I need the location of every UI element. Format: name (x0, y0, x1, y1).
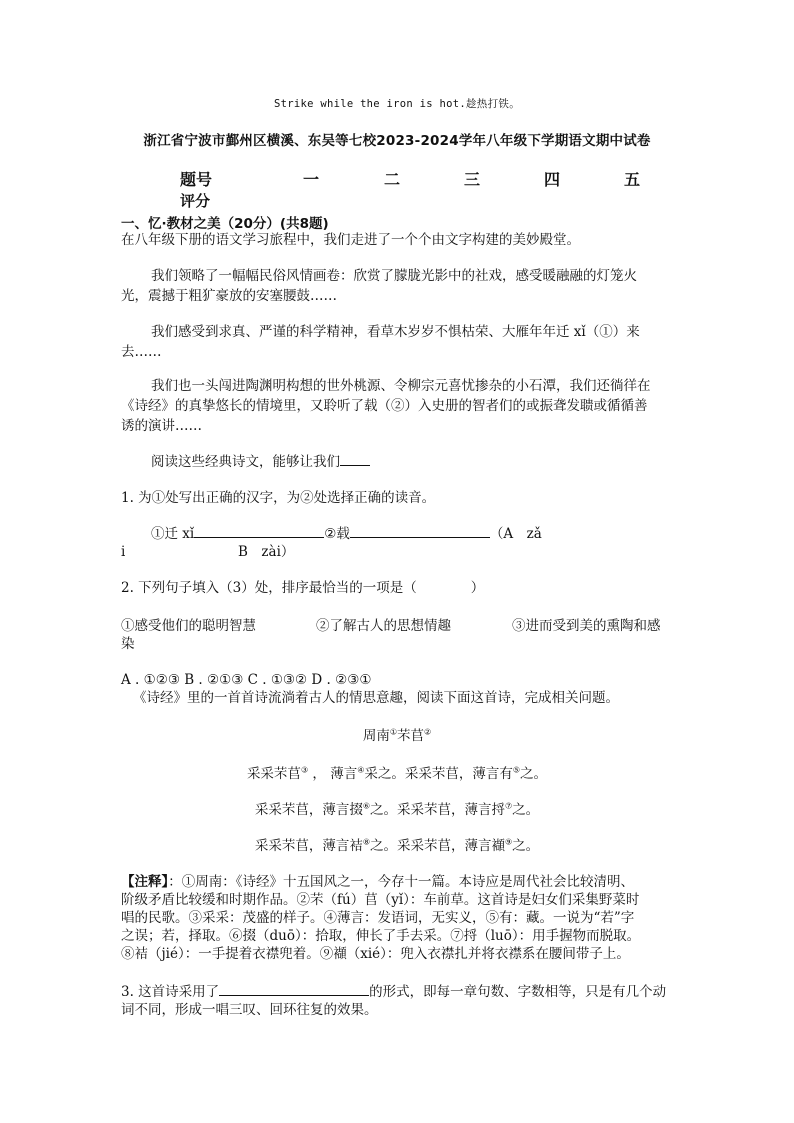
footnote-mark: ⑤ (512, 765, 521, 775)
footnote-mark: ⑥ (362, 801, 370, 811)
paragraph-3-line-3: 诱的演讲…… (121, 418, 202, 434)
poem-line-3 (0, 834, 794, 854)
question-3-line-1 (121, 982, 666, 1002)
poem-line-1 (0, 762, 794, 782)
paragraph-3-line-2: 《诗经》的真挚悠长的情境里，又聆听了载（②）入史册的智者们的或振聋发聩或循循善 (121, 398, 648, 414)
q1-b-label: ②载 (324, 526, 350, 542)
poem-text: 之。 (512, 838, 540, 854)
footnote-mark: ⑨ (505, 837, 513, 847)
poem-text: 之。 (520, 766, 548, 782)
footnote-mark: ④ (357, 765, 365, 775)
notes-label: 【注释】 (121, 874, 169, 890)
footnote-mark: ① (389, 727, 397, 737)
footnote-mark: ⑦ (505, 801, 513, 811)
score-table-score-label: 评分 (180, 192, 211, 210)
q2-sentence-1: ①感受他们的聪明智慧 (121, 618, 256, 634)
q1-a-label: ①迁 xǐ (151, 526, 195, 542)
q1-a-blank[interactable] (194, 524, 324, 538)
poem-text: 之。采采芣苢，薄言捋 (370, 802, 505, 818)
q2-sentence-2: ②了解古人的思想情趣 (316, 618, 451, 634)
footnote-mark: ② (424, 727, 432, 737)
poem-text: 采采芣苢 (246, 766, 301, 782)
q1-b-blank[interactable] (350, 524, 490, 538)
q1-option-a: （A zǎ (489, 526, 542, 542)
score-column-5: 五 (624, 170, 641, 189)
paragraph-4-text: 阅读这些经典诗文，能够让我们 (151, 454, 340, 470)
question-1-stem: 1. 为①处写出正确的汉字，为②处选择正确的读音。 (121, 490, 436, 506)
q1-option-a-cont: i (121, 544, 126, 560)
poem-title (0, 724, 794, 744)
footnote-mark: ⑧ (362, 837, 370, 847)
poem-intro: 《诗经》里的一首首诗流淌着古人的情思意趣，阅读下面这首诗，完成相关问题。 (133, 690, 619, 706)
motto: Strike while the iron is hot.趁热打铁。 (273, 98, 521, 110)
section-heading: 一、忆·教材之美（20分）(共8题) (121, 216, 329, 232)
question-1-answers (151, 524, 542, 544)
notes-line-4: 之误；若，择取。⑥掇（duō）：拾取，伸长了手去采。⑦捋（luō）：用手握物而脱取。 (121, 928, 641, 944)
q3-suffix: 的形式，即每一章句数、字数相等，只是有几个动 (369, 984, 667, 1000)
poem-text: ， 薄言 (308, 766, 358, 782)
footnote-mark: ③ (300, 765, 309, 775)
question-3-line-2: 词不同，形成一唱三叹、回环往复的效果。 (121, 1002, 378, 1018)
poem-text: 采采芣苢，薄言袺 (254, 838, 363, 854)
q1-option-b: B zài） (238, 544, 295, 560)
score-column-4: 四 (544, 170, 561, 189)
answer-blank[interactable] (340, 452, 370, 466)
poem-text: 采之。采采芣苢，薄言有 (364, 766, 513, 782)
paragraph-3-line-1: 我们也一头闯进陶渊明构想的世外桃源、令柳宗元喜忧掺杂的小石潭，我们还徜徉在 (151, 378, 651, 394)
exam-title: 浙江省宁波市鄞州区横溪、东吴等七校2023-2024学年八年级下学期语文期中试卷 (143, 133, 651, 149)
poem-text: 采采芣苢，薄言掇 (254, 802, 363, 818)
score-column-3: 三 (464, 170, 481, 189)
paragraph-2-line-1: 我们感受到求真、严谨的科学精神，看草木岁岁不惧枯荣、大雁年年迁 xǐ（①）来 (151, 324, 640, 340)
q2-sentence-3-cont: 染 (121, 636, 135, 652)
notes-line-1 (121, 872, 634, 892)
q2-options: A . ①②③ B . ②①③ C . ①③② D . ②③① (121, 672, 372, 688)
notes-line-5: ⑧袺（jié）：一手提着衣襟兜着。⑨襭（xié）：兜入衣襟扎并将衣襟系在腰间带子上。 (121, 946, 630, 962)
question-2-stem: 2. 下列句子填入（3）处，排序最恰当的一项是（ ） (121, 580, 485, 596)
section-intro: 在八年级下册的语文学习旅程中，我们走进了一个个由文字构建的美妙殿堂。 (121, 232, 580, 248)
paragraph-2-line-2: 去…… (121, 344, 162, 360)
poem-title-a: 周南 (362, 728, 390, 744)
score-table-row-label: 题号 (180, 170, 213, 189)
paragraph-1-line-2: 光，震撼于粗犷豪放的安塞腰鼓…… (121, 288, 337, 304)
poem-text: 之。 (512, 802, 540, 818)
poem-title-b: 芣苢 (397, 728, 424, 744)
score-column-2: 二 (384, 170, 401, 189)
poem-line-2 (0, 798, 794, 818)
q3-blank[interactable] (219, 982, 369, 996)
notes-text: ：①周南：《诗经》十五国风之一，今存十一篇。本诗应是周代社会比较清明、 (168, 874, 634, 890)
notes-line-2: 阶级矛盾比较缓和时期作品。②芣（fú）苢（yǐ）：车前草。这首诗是妇女们采集野菜时 (121, 892, 640, 908)
poem-text: 之。采采芣苢，薄言襭 (370, 838, 505, 854)
notes-line-3: 唱的民歌。③采采：茂盛的样子。④薄言：发语词，无实义，⑤有：藏。一说为“若”字 (121, 910, 635, 926)
q3-prefix: 3. 这首诗采用了 (121, 984, 220, 1000)
paragraph-1-line-1: 我们领略了一幅幅民俗风情画卷：欣赏了朦胧光影中的社戏，感受暖融融的灯笼火 (151, 268, 637, 284)
score-column-1: 一 (303, 170, 320, 189)
q2-sentence-3: ③进而受到美的熏陶和感 (512, 618, 661, 634)
paragraph-4 (151, 452, 370, 472)
